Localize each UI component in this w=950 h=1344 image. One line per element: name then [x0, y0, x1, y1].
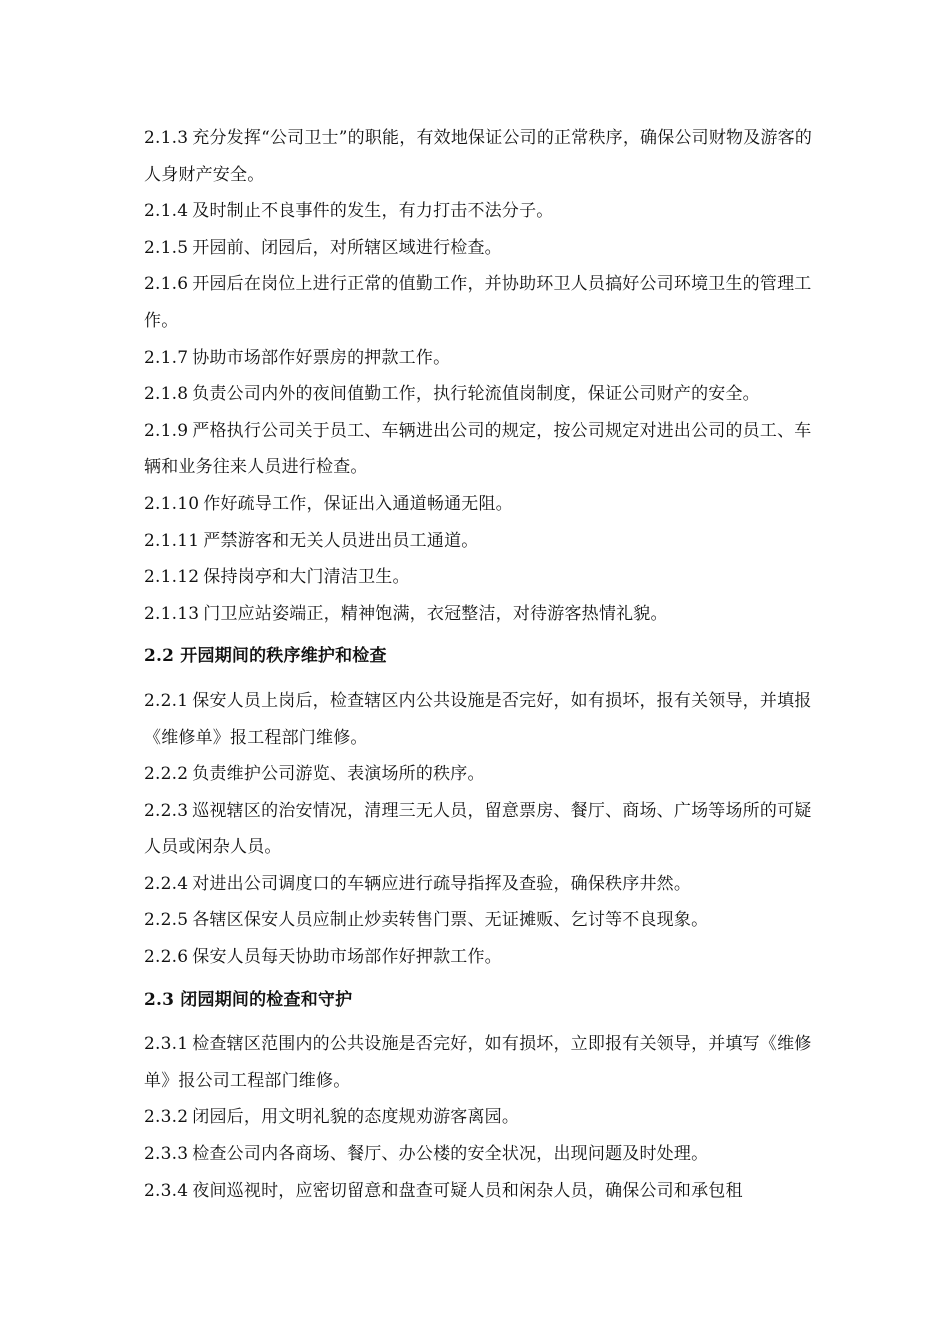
section-2-1	[144, 120, 824, 632]
item-2-1-9: 2.1.9 严格执行公司关于员工、车辆进出公司的规定，按公司规定对进出公司的员工、车辆和业务往来人员进行检查。	[144, 420, 812, 478]
item-2-1-12: 2.1.12 保持岗亭和大门清洁卫生。	[144, 567, 410, 588]
item-2-1-7: 2.1.7 协助市场部作好票房的押款工作。	[144, 347, 451, 368]
item-2-3-3: 2.3.3 检查公司内各商场、餐厅、办公楼的安全状况，出现问题及时处理。	[144, 1144, 709, 1165]
item-2-2-2: 2.2.2 负责维护公司游览、表演场所的秩序。	[144, 764, 485, 785]
item-2-3-2: 2.3.2 闭园后，用文明礼貌的态度规劝游客离园。	[144, 1107, 520, 1128]
section-heading-2-2: 2.2 开园期间的秩序维护和检查	[144, 646, 387, 667]
item-2-1-11: 2.1.11 严禁游客和无关人员进出员工通道。	[144, 530, 479, 551]
item-2-1-5: 2.1.5 开园前、闭园后，对所辖区域进行检查。	[144, 237, 502, 258]
item-2-2-4: 2.2.4 对进出公司调度口的车辆应进行疏导指挥及查验，确保秩序井然。	[144, 873, 692, 894]
document-page	[144, 120, 824, 1209]
item-2-3-4: 2.3.4 夜间巡视时，应密切留意和盘查可疑人员和闲杂人员，确保公司和承包租	[144, 1180, 743, 1201]
item-2-1-13: 2.1.13 门卫应站姿端正，精神饱满，衣冠整洁，对待游客热情礼貌。	[144, 603, 668, 624]
item-2-2-1: 2.2.1 保安人员上岗后，检查辖区内公共设施是否完好，如有损坏，报有关领导，并填报《维修单》报工程部门维修。	[144, 690, 812, 748]
section-2-2	[144, 638, 824, 975]
item-2-1-10: 2.1.10 作好疏导工作，保证出入通道畅通无阻。	[144, 493, 513, 514]
item-2-2-6: 2.2.6 保安人员每天协助市场部作好押款工作。	[144, 947, 502, 968]
section-2-3	[144, 982, 824, 1210]
item-2-1-8: 2.1.8 负责公司内外的夜间值勤工作，执行轮流值岗制度，保证公司财产的安全。	[144, 384, 760, 405]
item-2-1-3: 2.1.3 充分发挥“公司卫士”的职能，有效地保证公司的正常秩序，确保公司财物及游客的人身财产安全。	[144, 128, 813, 185]
item-2-1-6: 2.1.6 开园后在岗位上进行正常的值勤工作，并协助环卫人员搞好公司环境卫生的管理工作。	[144, 274, 812, 331]
item-2-2-5: 2.2.5 各辖区保安人员应制止炒卖转售门票、无证摊贩、乞讨等不良现象。	[144, 910, 709, 931]
item-2-3-1: 2.3.1 检查辖区范围内的公共设施是否完好，如有损坏，立即报有关领导，并填写《维修单》报公司工程部门维修。	[144, 1034, 812, 1091]
section-heading-2-3: 2.3 闭园期间的检查和守护	[144, 989, 353, 1010]
item-2-1-4: 2.1.4 及时制止不良事件的发生，有力打击不法分子。	[144, 201, 554, 222]
item-2-2-3: 2.2.3 巡视辖区的治安情况，清理三无人员，留意票房、餐厅、商场、广场等场所的可疑人员或闲杂人员。	[144, 800, 812, 858]
